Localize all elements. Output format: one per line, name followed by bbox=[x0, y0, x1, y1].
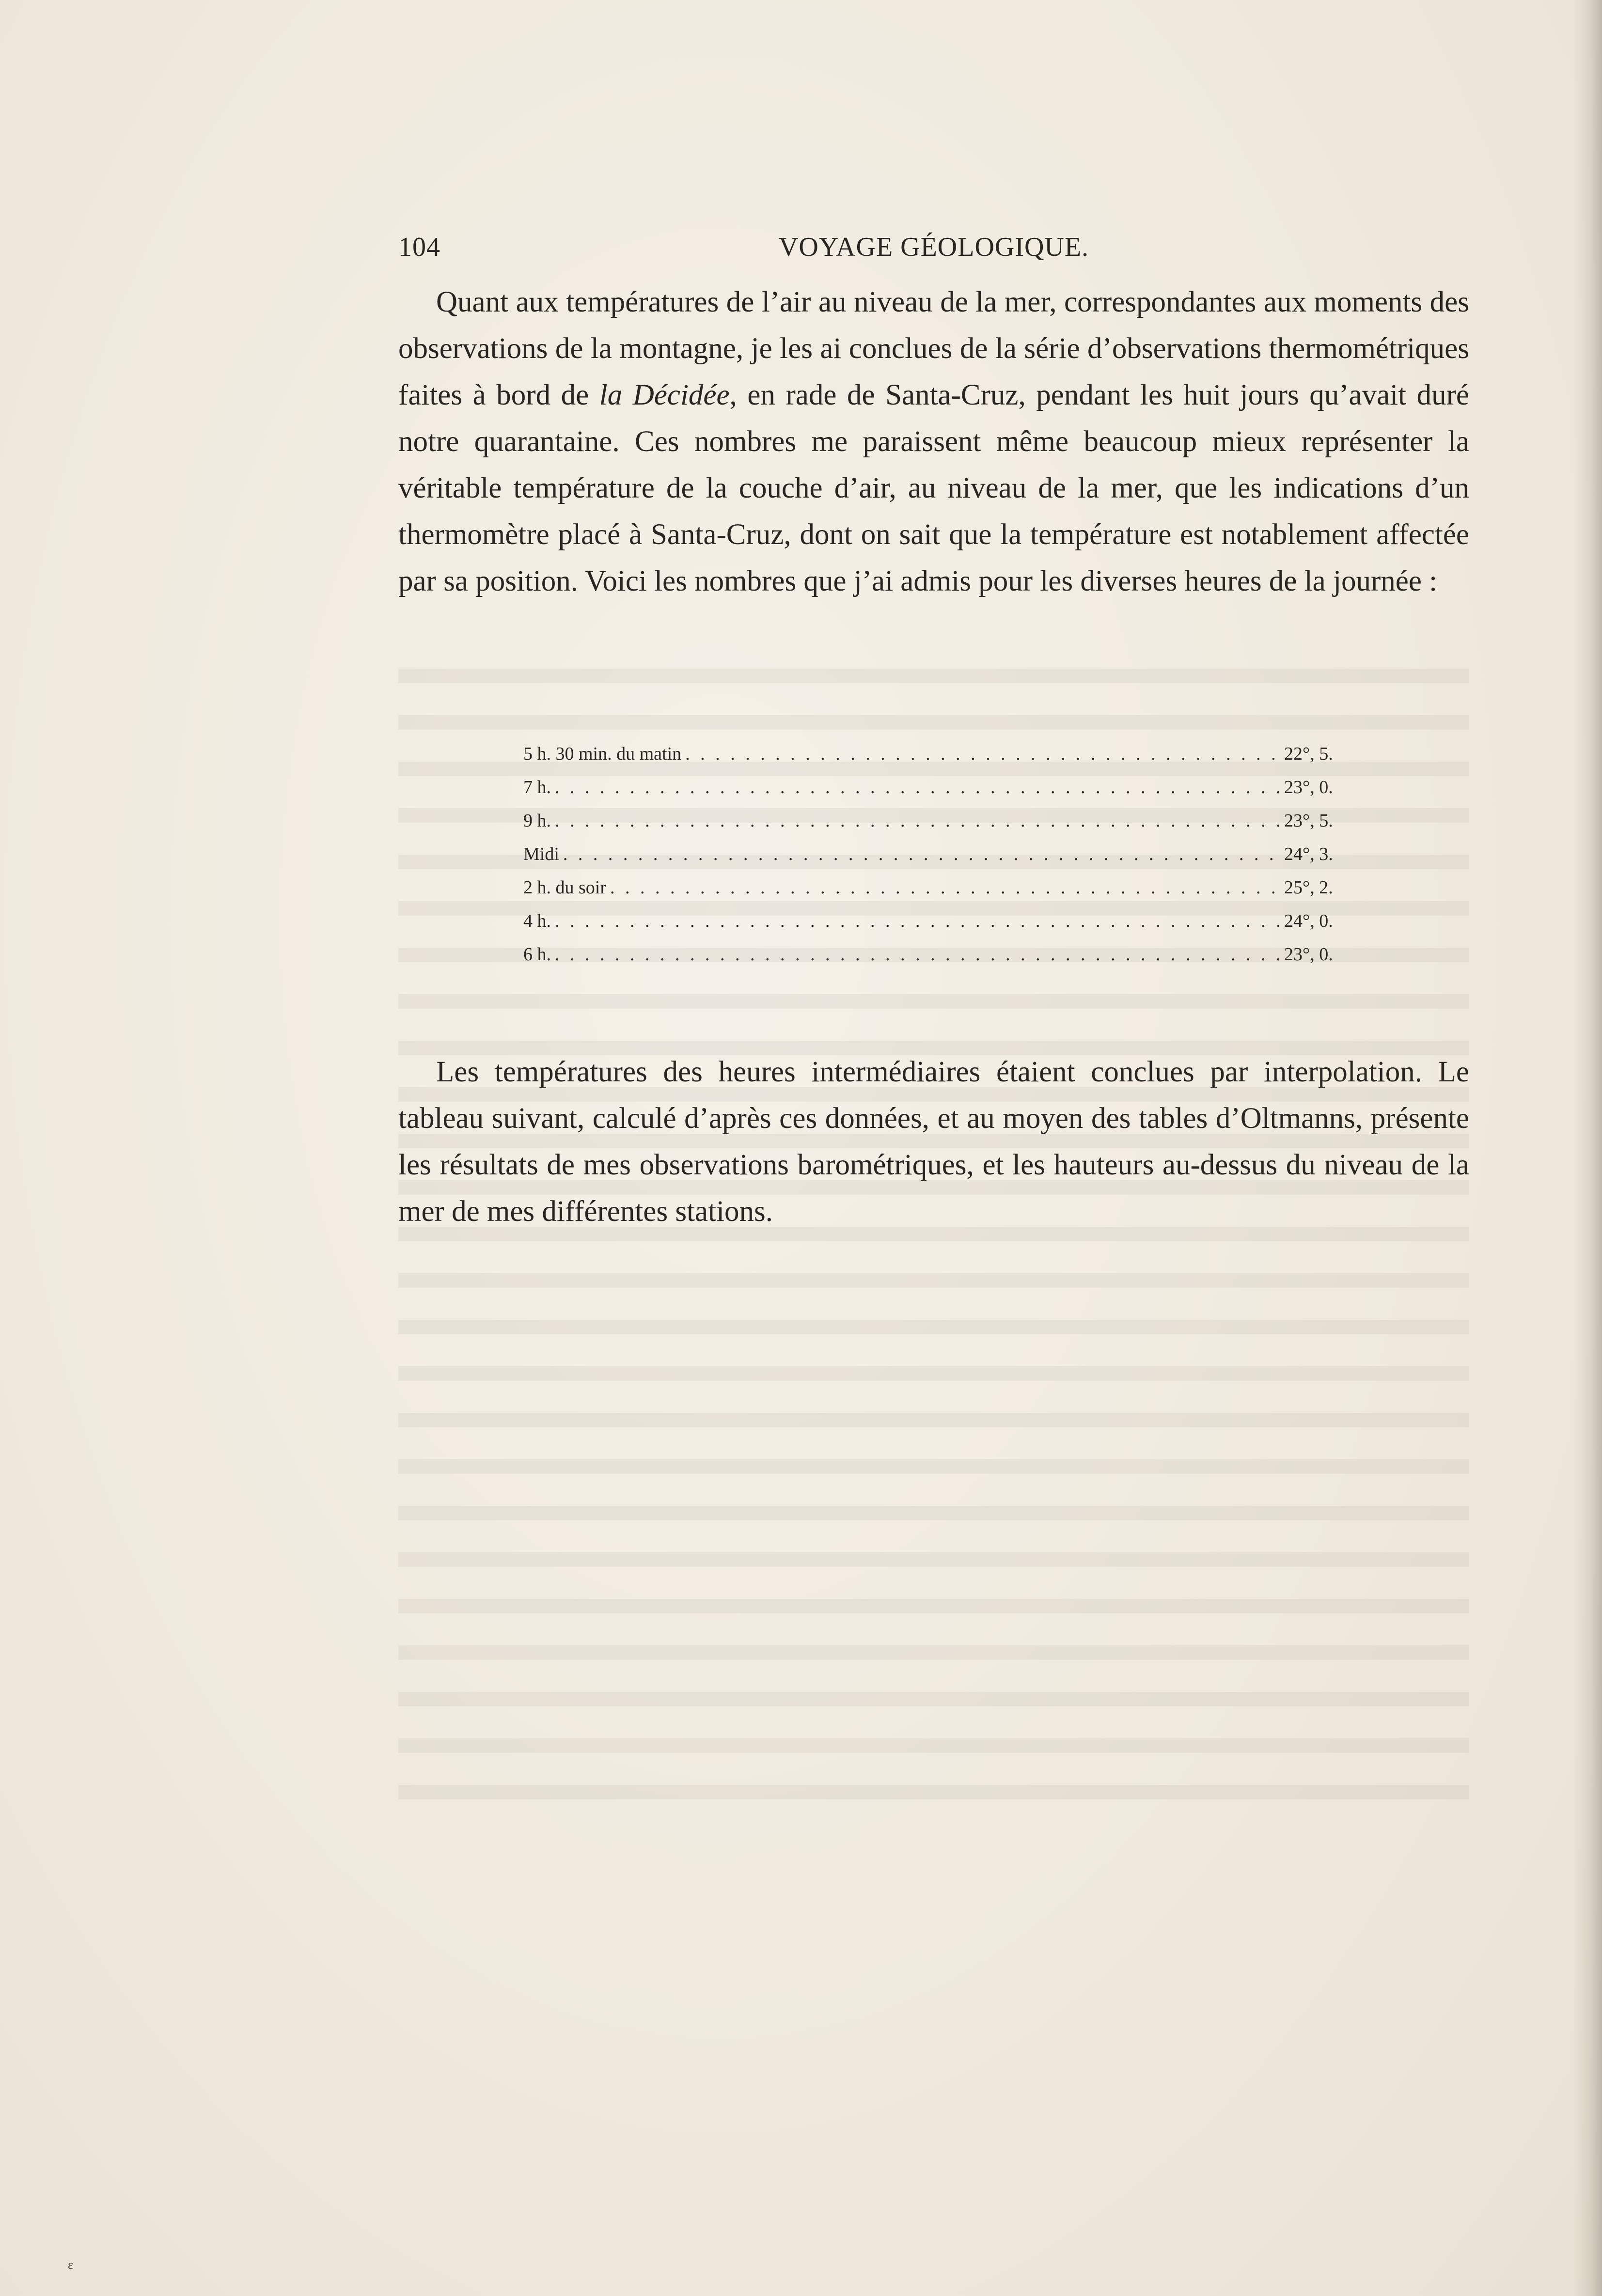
temperature-value: 23°, 0. bbox=[1284, 944, 1333, 965]
hour-label: 2 h. du soir bbox=[523, 877, 606, 898]
temperature-value: 24°, 0. bbox=[1284, 911, 1333, 931]
table-row bbox=[523, 910, 1357, 944]
hour-label: Midi bbox=[523, 844, 559, 864]
table-row bbox=[523, 944, 1357, 977]
ship-name: la Décidée bbox=[599, 379, 730, 411]
dot-leader bbox=[555, 810, 1280, 831]
paragraph1-text-end: , en rade de Santa-Cruz, pendant les huit jours qu’avait duré notre quarantaine. Ces nombres me paraissent même beaucoup mieux représenter la véritable température de la couche d’air, au niveau de la mer, que les indications d’un thermomètre placé à Santa-Cruz, dont on sait que la température est notablement affectée par sa position. Voici les nombres que j’ai admis pour les diverses heures de la journée : bbox=[398, 379, 1470, 597]
hour-label: 9 h. bbox=[523, 811, 551, 831]
table-row bbox=[523, 777, 1357, 810]
hour-label: 6 h. bbox=[523, 944, 551, 965]
dot-leader bbox=[555, 910, 1280, 932]
temperature-value: 22°, 5. bbox=[1284, 744, 1333, 764]
temperature-value: 24°, 3. bbox=[1284, 844, 1333, 864]
temperature-table bbox=[523, 743, 1357, 977]
hour-label: 5 h. 30 min. du matin bbox=[523, 744, 682, 764]
running-header bbox=[398, 232, 1469, 270]
temperature-value: 23°, 0. bbox=[1284, 777, 1333, 797]
table-row bbox=[523, 843, 1357, 877]
paragraph1-text-start: Quant aux températures de l’air au niveau de la mer, correspondantes aux moments des observations de la montagne, je les ai conclues de la série d’observations thermométriques faites à bord de bbox=[398, 286, 1469, 411]
dot-leader bbox=[685, 743, 1280, 765]
hour-label: 7 h. bbox=[523, 777, 551, 797]
hour-label: 4 h. bbox=[523, 911, 551, 931]
dot-leader bbox=[555, 777, 1280, 798]
paragraph2-text: Les températures des heures intermédiaires étaient conclues par interpolation. Le tableau suivant, calculé d’après ces données, et au moyen des tables d’Oltmanns, présente les résultats de mes observations barométriques, et les hauteurs au-dessus du niveau de la mer de mes différentes stations. bbox=[398, 1056, 1469, 1228]
page-number: 104 bbox=[398, 232, 440, 262]
paragraph-air-temperatures bbox=[398, 279, 1469, 605]
dot-leader bbox=[555, 944, 1280, 965]
temperature-value: 25°, 2. bbox=[1284, 877, 1333, 898]
page-edge-shadow bbox=[1573, 0, 1602, 2296]
dot-leader bbox=[563, 843, 1280, 865]
running-title: VOYAGE GÉOLOGIQUE. bbox=[778, 232, 1089, 262]
table-row bbox=[523, 743, 1357, 777]
table-row bbox=[523, 877, 1357, 910]
paragraph-interpolation bbox=[398, 1049, 1469, 1235]
temperature-value: 23°, 5. bbox=[1284, 811, 1333, 831]
table-row bbox=[523, 810, 1357, 843]
dot-leader bbox=[610, 877, 1280, 898]
corner-mark: ɛ bbox=[68, 2258, 73, 2272]
